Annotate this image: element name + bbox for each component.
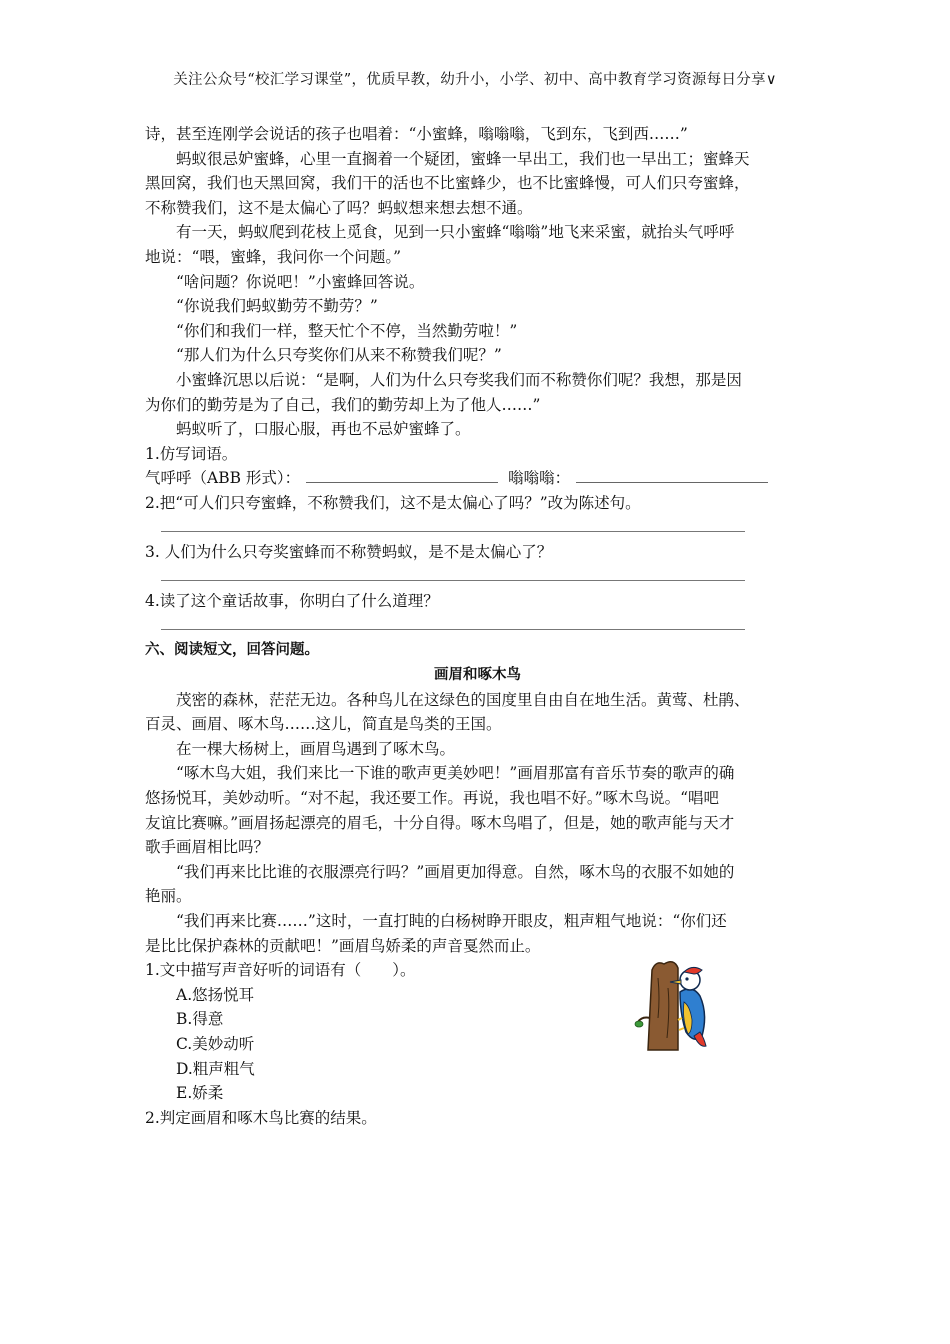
option-e: E.娇柔	[176, 1084, 224, 1103]
fill-blank-a[interactable]	[306, 470, 498, 483]
fill-label-b: 嗡嗡嗡：	[508, 469, 571, 488]
question-1-fill-row	[145, 466, 810, 491]
story1-p2-l1: 蚂蚁很忌妒蜜蜂，心里一直搁着一个疑团，蜜蜂一早出工，我们也一早出工；蜜蜂天	[176, 149, 750, 168]
fill-label-a: 气呼呼（ABB 形式）：	[145, 469, 301, 488]
story1-p7: “那人们为什么只夸奖你们从来不称赞我们呢？”	[176, 346, 502, 365]
tree-trunk	[648, 962, 678, 1050]
story1-p6: “你们和我们一样，整天忙个不停，当然勤劳啦！”	[176, 321, 518, 340]
option-a: A.悠扬悦耳	[176, 985, 255, 1004]
story2-p1-l1: 茂密的森林，茫茫无边。各种鸟儿在这绿色的国度里自由自在地生活。黄莺、杜鹃、	[176, 690, 750, 709]
fill-blank-b[interactable]	[576, 470, 768, 483]
question-3: 3. 人们为什么只夸奖蜜蜂而不称赞蚂蚁，是不是太偏心了？	[145, 543, 553, 562]
story1-p3-l1: 有一天，蚂蚁爬到花枝上觅食，见到一只小蜜蜂“嗡嗡”地飞来采蜜，就抬头气呼呼	[176, 223, 735, 242]
woodpecker-crest	[684, 967, 702, 974]
story1-p4: “啥问题？你说吧！”小蜜蜂回答说。	[176, 272, 425, 291]
story1-p8-l1: 小蜜蜂沉思以后说：“是啊，人们为什么只夸奖我们而不称赞你们呢？我想，那是因	[176, 370, 742, 389]
story1-p2-l3: 不称赞我们，这不是太偏心了吗？蚂蚁想来想去想不通。	[145, 198, 533, 217]
story1-p8-l2: 为你们的勤劳是为了自己，我们的勤劳却上为了他人……”	[145, 395, 541, 414]
story2-title: 画眉和啄木鸟	[434, 667, 521, 684]
story2-p3-l1: “啄木鸟大姐，我们来比一下谁的歌声更美妙吧！”画眉那富有音乐节奏的歌声的确	[176, 764, 735, 783]
story1-p9: 蚂蚁听了，口服心服，再也不忌妒蜜蜂了。	[176, 420, 471, 439]
story2-p5-l1: “我们再来比赛……”这时，一直打盹的白杨树睁开眼皮，粗声粗气地说：“你们还	[176, 912, 727, 930]
story2-p4-l1: “我们再来比比谁的衣服漂亮行吗？”画眉更加得意。自然，啄木鸟的衣服不如她的	[176, 862, 735, 881]
option-b: B.得意	[176, 1010, 224, 1029]
story2-p3-l4: 歌手画眉相比吗？	[145, 838, 270, 857]
page-header: 关注公众号“校汇学习课堂”，优质早教，幼升小，小学、初中、高中教育学习资源每日分享∨	[173, 72, 777, 88]
answer-line-2[interactable]	[145, 516, 810, 541]
story2-p3-l2: 悠扬悦耳，美妙动听。“对不起，我还要工作。再说，我也唱不好。”啄木鸟说。“唱吧	[145, 789, 720, 808]
leaf-icon	[635, 1021, 643, 1027]
story2-question-1: 1.文中描写声音好听的词语有（ ）。	[145, 961, 416, 980]
story1-p1: 诗，甚至连刚学会说话的孩子也唱着：“小蜜蜂，嗡嗡嗡，飞到东，飞到西……”	[145, 125, 688, 143]
option-d: D.粗声粗气	[176, 1059, 255, 1078]
story2-p3-l3: 友谊比赛嘛。”画眉扬起漂亮的眉毛，十分自得。啄木鸟唱了，但是，她的歌声能与天才	[145, 813, 735, 832]
option-c: C.美妙动听	[176, 1034, 255, 1053]
story1-p3-l2: 地说：“喂，蜜蜂，我问你一个问题。”	[145, 247, 402, 266]
story2-p2: 在一棵大杨树上，画眉鸟遇到了啄木鸟。	[176, 739, 456, 758]
story2-p5-l2: 是比比保护森林的贡献吧！”画眉鸟娇柔的声音戛然而止。	[145, 936, 541, 955]
section-6-heading: 六、阅读短文，回答问题。	[145, 642, 319, 659]
story1-p2-l2: 黑回窝，我们也天黑回窝，我们干的活也不比蜜蜂少，也不比蜜蜂慢，可人们只夸蜜蜂，	[145, 174, 750, 193]
question-2: 2.把“可人们只夸蜜蜂，不称赞我们，这不是太偏心了吗？”改为陈述句。	[145, 493, 641, 512]
woodpecker-eye	[685, 977, 688, 980]
story2-p4-l2: 艳丽。	[145, 887, 192, 906]
answer-line-3[interactable]	[145, 565, 810, 590]
woodpecker-illustration	[634, 958, 720, 1052]
answer-line-4[interactable]	[145, 614, 810, 639]
story2-p1-l2: 百灵、画眉、啄木鸟……这儿，简直是鸟类的王国。	[145, 715, 502, 734]
story1-p5: “你说我们蚂蚁勤劳不勤劳？”	[176, 297, 378, 316]
question-1: 1.仿写词语。	[145, 444, 238, 463]
question-4: 4.读了这个童话故事，你明白了什么道理？	[145, 592, 439, 611]
story2-question-2: 2.判定画眉和啄木鸟比赛的结果。	[145, 1108, 377, 1127]
